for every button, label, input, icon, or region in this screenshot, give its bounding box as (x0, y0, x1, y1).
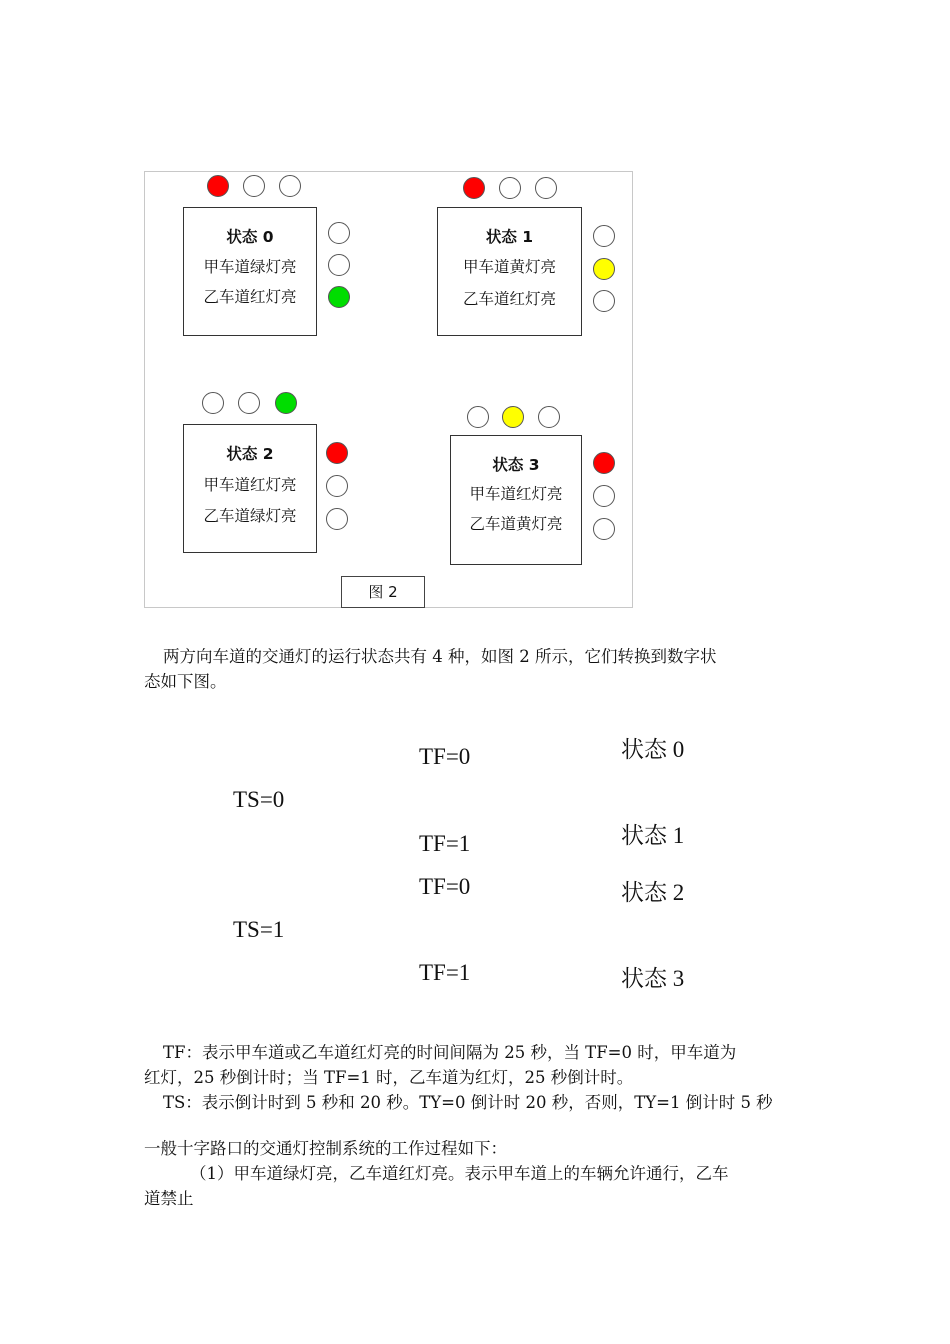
diagram-tf-d: TF=1 (419, 960, 471, 985)
state0-side-light-3 (328, 286, 350, 308)
state1-top-light-3 (535, 177, 557, 199)
state1-title: 状态 1 (485, 228, 534, 246)
ts-line: TS：表示倒计时到 5 秒和 20 秒。TY=0 倒计时 20 秒，否则，TY=1 倒计时 5 秒 (163, 1093, 773, 1112)
state0-top-light-3 (279, 175, 301, 197)
step1-line-2: 道禁止 (144, 1189, 194, 1208)
state3-title: 状态 3 (492, 456, 540, 474)
intro-line-1: 两方向车道的交通灯的运行状态共有 4 种，如图 2 所示，它们转换到数字状 (163, 647, 717, 666)
state1-top-light-2 (499, 177, 521, 199)
process-heading: 一般十字路口的交通灯控制系统的工作过程如下： (144, 1139, 507, 1158)
state0-line1: 甲车道绿灯亮 (203, 258, 297, 276)
state3-side-light-1 (593, 452, 615, 474)
state3-line1: 甲车道红灯亮 (469, 485, 563, 503)
diagram-ts1: TS=1 (233, 917, 285, 942)
state1-top-light-1 (463, 177, 485, 199)
state0-top-light-1 (207, 175, 229, 197)
tf-line-1: TF：表示甲车道或乙车道红灯亮的时间间隔为 25 秒，当 TF=0 时，甲车道为 (163, 1043, 737, 1062)
state0-box (183, 207, 317, 336)
state0-title: 状态 0 (226, 228, 274, 246)
state1-side-light-2 (593, 258, 615, 280)
state2-side-light-3 (326, 508, 348, 530)
state2-top-light-1 (202, 392, 224, 414)
intro-line-2: 态如下图。 (144, 672, 227, 691)
state0-side-light-2 (328, 254, 350, 276)
state2-title: 状态 2 (226, 445, 274, 463)
diagram-state3: 状态 3 (621, 966, 685, 991)
state2-top-light-2 (238, 392, 260, 414)
state1-line1: 甲车道黄灯亮 (462, 258, 556, 276)
diagram-tf-a: TF=0 (419, 744, 471, 769)
diagram-state1: 状态 1 (621, 823, 685, 848)
state2-side-light-2 (326, 475, 348, 497)
state2-line2: 乙车道绿灯亮 (203, 507, 297, 525)
diagram-state0: 状态 0 (621, 737, 685, 762)
diagram-state2: 状态 2 (621, 880, 685, 905)
state3-line2: 乙车道黄灯亮 (469, 515, 563, 533)
state3-top-light-2 (502, 406, 524, 428)
state2-top-light-3 (275, 392, 297, 414)
state1-box (437, 207, 582, 336)
figure-caption: 图 2 (341, 576, 425, 608)
diagram-tf-b: TF=1 (419, 831, 471, 856)
state1-side-light-1 (593, 225, 615, 247)
tf-line-2: 红灯，25 秒倒计时；当 TF=1 时，乙车道为红灯，25 秒倒计时。 (144, 1068, 634, 1087)
state2-line1: 甲车道红灯亮 (203, 476, 297, 494)
state2-side-light-1 (326, 442, 348, 464)
state1-side-light-3 (593, 290, 615, 312)
state0-top-light-2 (243, 175, 265, 197)
state3-side-light-2 (593, 485, 615, 507)
state2-box (183, 424, 317, 553)
state0-line2: 乙车道红灯亮 (203, 288, 297, 306)
step1-line-1: （1）甲车道绿灯亮，乙车道红灯亮。表示甲车道上的车辆允许通行，乙车 (190, 1164, 729, 1183)
state0-side-light-1 (328, 222, 350, 244)
diagram-ts0: TS=0 (233, 787, 285, 812)
state3-box (450, 435, 582, 565)
state3-side-light-3 (593, 518, 615, 540)
state3-top-light-3 (538, 406, 560, 428)
state3-top-light-1 (467, 406, 489, 428)
diagram-tf-c: TF=0 (419, 874, 471, 899)
state1-line2: 乙车道红灯亮 (462, 290, 556, 308)
